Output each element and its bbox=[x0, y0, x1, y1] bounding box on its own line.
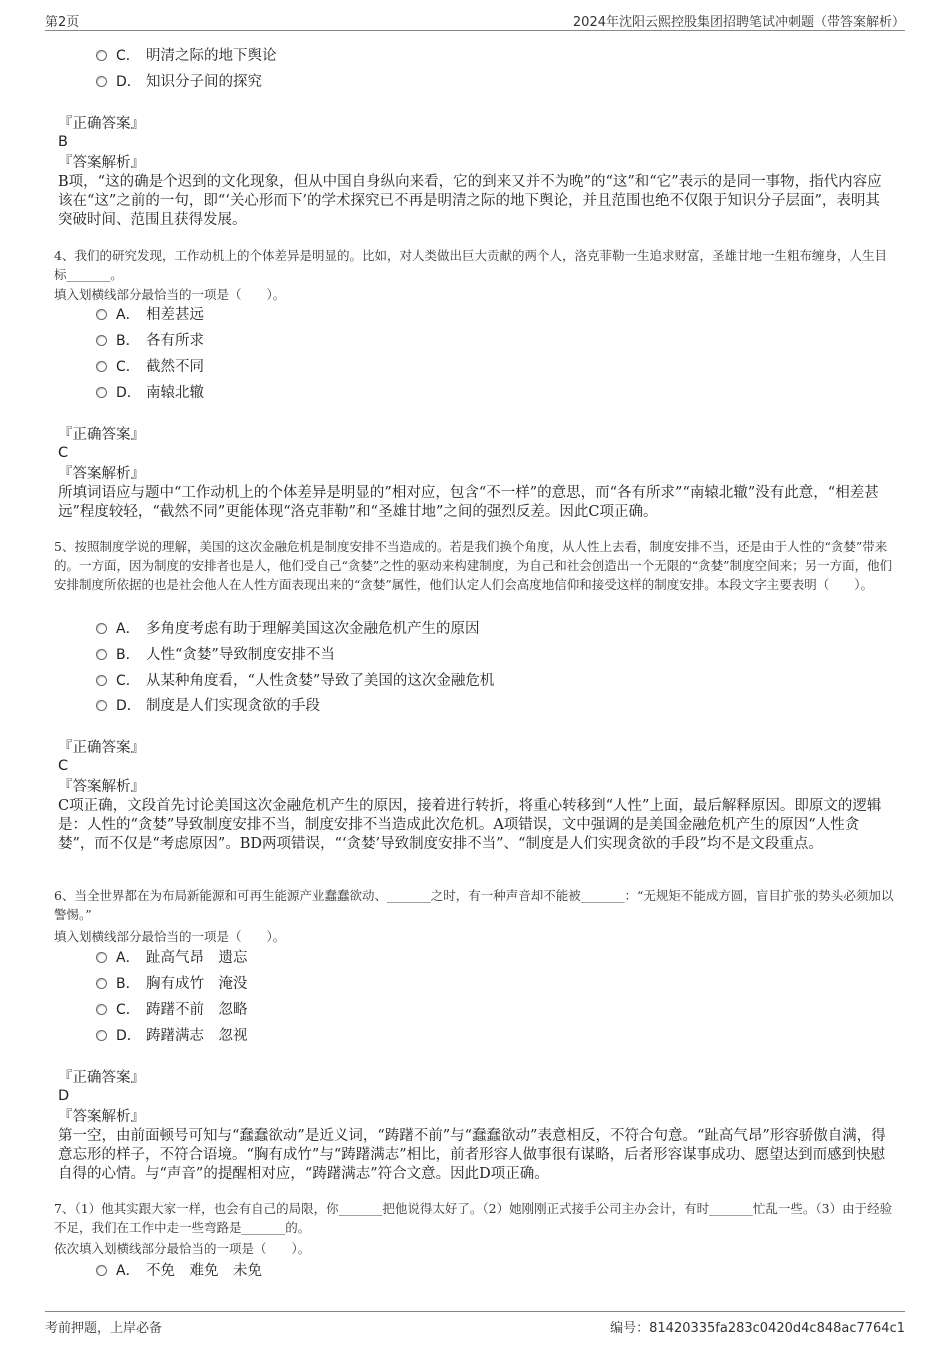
radio-icon[interactable] bbox=[96, 952, 107, 963]
page-number: 第2页 bbox=[45, 15, 80, 30]
q6-option-c[interactable]: C． 踌躇不前 忽略 bbox=[96, 1000, 248, 1020]
radio-icon[interactable] bbox=[96, 1265, 107, 1276]
q6-option-d[interactable]: D． 踌躇满志 忽视 bbox=[96, 1026, 248, 1046]
q3-answer-label: 『正确答案』 bbox=[58, 116, 145, 132]
q4-text: 4、我们的研究发现，工作动机上的个体差异是明显的。比如，对人类做出巨大贡献的两个人，洛克菲勒一生追求财富，圣雄甘地一生粗布缠身，人生目标_______。 bbox=[54, 248, 887, 282]
q4-explanation: 所填词语应与题中“工作动机上的个体差异是明显的”相对应，包含“不一样”的意思，而“各有所求”“南辕北辙”没有此意，“相差甚远”程度较轻，“截然不同”更能体现“洛克菲勒”和“圣雄甘地”之间的强烈反差。因此C项正确。 bbox=[58, 485, 879, 520]
radio-icon[interactable] bbox=[96, 50, 107, 61]
q3-answer: B bbox=[58, 134, 68, 150]
radio-icon[interactable] bbox=[96, 1004, 107, 1015]
q4-analysis-label: 『答案解析』 bbox=[58, 466, 145, 482]
q5-explanation: C项正确，文段首先讨论美国这次金融危机产生的原因，接着进行转折，将重心转移到“人性”上面，最后解释原因。即原文的逻辑是：人性的“贪婪”导致制度安排不当，制度安排不当造成此次危机。A项错误，文中强调的是美国金融危机产生的原因“人性贪婪”，而不仅是“考虑原因”。BD两项错误，“‘贪婪’导致制度安排不当”、“制度是人们实现贪欲的手段”均不是文段重点。 bbox=[58, 798, 882, 852]
q6-analysis-label: 『答案解析』 bbox=[58, 1109, 145, 1125]
q3-explanation: B项，“这的确是个迟到的文化现象，但从中国自身纵向来看，它的到来又并不为晚”的“这”和“它”表示的是同一事物，指代内容应该在“这”之前的一句，即“‘关心形而下’的学术探究已不再是明清之际的地下舆论，并且范围也绝不仅限于知识分子层面”，表明其突破时间、范围且获得发展。 bbox=[58, 174, 882, 228]
q6-answer-label: 『正确答案』 bbox=[58, 1070, 145, 1086]
radio-icon[interactable] bbox=[96, 335, 107, 346]
footer-slogan: 考前押题，上岸必备 bbox=[45, 1321, 163, 1336]
q6-option-a[interactable]: A． 趾高气昂 遗忘 bbox=[96, 948, 248, 968]
q6-text: 6、当全世界都在为布局新能源和可再生能源产业蠢蠢欲动、_______之时，有一种声音却不能被_______：“无规矩不能成方圆，盲目扩张的势头必须加以警惕。” bbox=[54, 888, 894, 922]
q5-option-a[interactable]: A． 多角度考虑有助于理解美国这次金融危机产生的原因 bbox=[96, 619, 480, 639]
document-code: 编号：81420335fa283c0420d4c848ac7764c1 bbox=[610, 1321, 905, 1336]
q5-answer-label: 『正确答案』 bbox=[58, 740, 145, 756]
q4-answer-label: 『正确答案』 bbox=[58, 427, 145, 443]
q5-answer: C bbox=[58, 758, 69, 774]
radio-icon[interactable] bbox=[96, 623, 107, 634]
q6-explanation: 第一空，由前面顿号可知与“蠢蠢欲动”是近义词，“踌躇不前”与“蠢蠢欲动”表意相反，不符合句意。“趾高气昂”形容骄傲自满，得意忘形的样子，不符合语境。“胸有成竹”与“踌躇满志”相比，前者形容人做事很有谋略，后者形容谋事成功、愿望达到而感到快慰自得的心情。与“声音”的提醒相对应，“踌躇满志”符合文意。因此D项正确。 bbox=[58, 1128, 886, 1182]
q3-option-c[interactable]: C． 明清之际的地下舆论 bbox=[96, 46, 277, 66]
radio-icon[interactable] bbox=[96, 978, 107, 989]
q4-option-a[interactable]: A． 相差甚远 bbox=[96, 305, 204, 325]
q4-option-c[interactable]: C． 截然不同 bbox=[96, 357, 204, 377]
document-title: 2024年沈阳云熙控股集团招聘笔试冲刺题（带答案解析） bbox=[572, 15, 905, 30]
radio-icon[interactable] bbox=[96, 387, 107, 398]
radio-icon[interactable] bbox=[96, 361, 107, 372]
radio-icon[interactable] bbox=[96, 649, 107, 660]
radio-icon[interactable] bbox=[96, 1030, 107, 1041]
page-footer bbox=[45, 1311, 905, 1340]
q5-option-d[interactable]: D． 制度是人们实现贪欲的手段 bbox=[96, 696, 320, 716]
q7-text: 7、（1）他其实跟大家一样，也会有自己的局限，你_______把他说得太好了。（2）她刚刚正式接手公司主办会计，有时_______忙乱一些。（3）由于经验不足，我们在工作中走一些弯路是_______的。 bbox=[54, 1201, 893, 1235]
radio-icon[interactable] bbox=[96, 76, 107, 87]
q3-analysis-label: 『答案解析』 bbox=[58, 155, 145, 171]
q5-analysis-label: 『答案解析』 bbox=[58, 779, 145, 795]
q7-option-a[interactable]: A． 不免 难免 未免 bbox=[96, 1261, 262, 1281]
radio-icon[interactable] bbox=[96, 700, 107, 711]
radio-icon[interactable] bbox=[96, 675, 107, 686]
q4-answer: C bbox=[58, 445, 69, 461]
radio-icon[interactable] bbox=[96, 309, 107, 320]
q6-option-b[interactable]: B． 胸有成竹 淹没 bbox=[96, 974, 248, 994]
q4-option-b[interactable]: B． 各有所求 bbox=[96, 331, 204, 351]
q4-stem: 填入划横线部分最恰当的一项是（ ）。 bbox=[54, 287, 286, 302]
q5-option-c[interactable]: C． 从某种角度看，“人性贪婪”导致了美国的这次金融危机 bbox=[96, 671, 494, 691]
q6-stem: 填入划横线部分最恰当的一项是（ ）。 bbox=[54, 929, 286, 944]
q7-stem: 依次填入划横线部分最恰当的一项是（ ）。 bbox=[54, 1241, 311, 1256]
q3-option-d[interactable]: D． 知识分子间的探究 bbox=[96, 72, 262, 92]
q5-option-b[interactable]: B． 人性“贪婪”导致制度安排不当 bbox=[96, 645, 335, 665]
q4-option-d[interactable]: D． 南辕北辙 bbox=[96, 383, 204, 403]
page-header bbox=[45, 8, 905, 31]
q5-text: 5、按照制度学说的理解，美国的这次金融危机是制度安排不当造成的。若是我们换个角度，从人性上去看，制度安排不当，还是由于人性的“贪婪”带来的。一方面，因为制度的安排者也是人，他们受自己“贪婪”之性的驱动来构建制度，为自己和社会创造出一个无限的“贪婪”制度空间来；另一方面，他们安排制度所依据的也是社会他人在人性方面表现出来的“贪婪”属性，他们认定人们会高度地信仰和接受这样的制度安排。本段文字主要表明（ ）。 bbox=[54, 539, 893, 592]
q6-answer: D bbox=[58, 1088, 70, 1104]
